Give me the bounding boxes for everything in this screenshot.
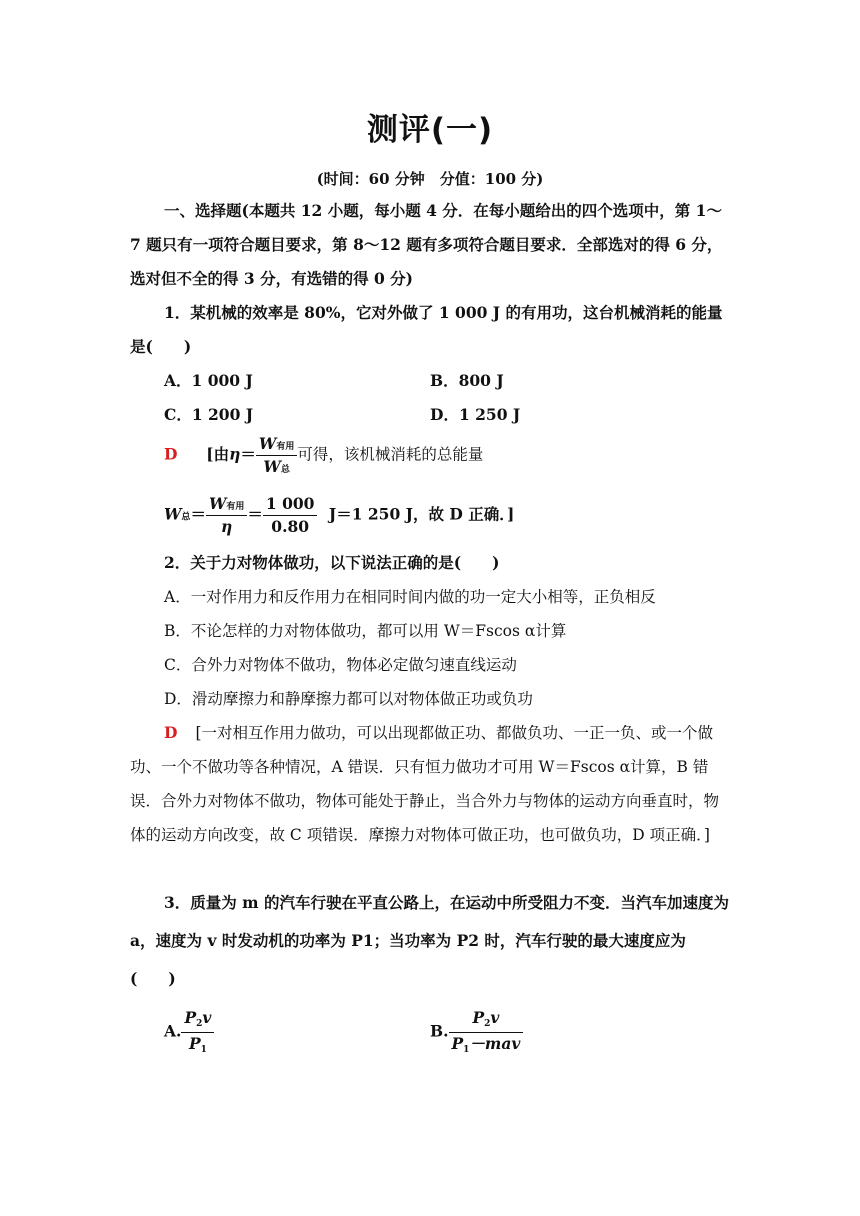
page-title: 测评(一) xyxy=(366,112,494,148)
q3-option-b-fraction: $\frac{P_2v}{P_1-mav}$ xyxy=(449,1010,524,1055)
q1-option-d: D．1 250 J xyxy=(430,405,521,424)
q1-option-a: A．1 000 J xyxy=(164,371,253,390)
q3-stem: 3．质量为 m 的汽车行驶在平直公路上，在运动中所受阻力不变．当汽车加速度为 a，速度为 v 时发动机的功率为 P1；当功率为 P2 时，汽车行驶的最大速度应为( ) xyxy=(130,893,729,988)
q3-option-a: A. $\frac{P_2v}{P_1}$ xyxy=(164,1010,214,1055)
numeric-fraction: $\frac{1 000}{0.80}$ xyxy=(263,496,318,534)
q1-explanation-line1: D [由η＝ $\frac{\text{W有用}}{\text{W总}}$ 可得，该机械消耗的总能量 xyxy=(164,434,484,476)
q1-option-c: C．1 200 J xyxy=(164,405,254,424)
efficiency-fraction: $\frac{\text{W有用}}{\text{W总}}$ xyxy=(256,436,297,475)
q2-option-d: D．滑动摩擦力和静摩擦力都可以对物体做正功或负功 xyxy=(164,690,533,708)
section-header: 一、选择题(本题共 12 小题，每小题 4 分．在每小题给出的四个选项中，第 1～7 题只有一项符合题目要求，第 8～12 题有多项符合题目要求．全部选对的得 6 分，选对但不全的得 3 分，有选错的得 0 分) xyxy=(130,201,723,288)
q2-option-b: B．不论怎样的力对物体做功，都可以用 W＝Fscos α计算 xyxy=(164,622,567,640)
q2-answer-letter: D xyxy=(164,723,178,742)
q2-option-c: C．合外力对物体不做功，物体必定做匀速直线运动 xyxy=(164,656,517,674)
q2-stem: 2．关于力对物体做功，以下说法正确的是( ) xyxy=(164,553,500,572)
energy-fraction: $\frac{\text{W有用}}{\eta}$ xyxy=(206,496,247,535)
q1-option-b: B．800 J xyxy=(430,371,504,390)
q1-stem: 1．某机械的效率是 80%，它对外做了 1 000 J 的有用功，这台机械消耗的能量是( ) xyxy=(130,303,723,356)
q3-option-b: B. $\frac{P_2v}{P_1-mav}$ xyxy=(430,1010,523,1055)
q3-option-a-fraction: $\frac{P_2v}{P_1}$ xyxy=(181,1010,214,1055)
exam-info: (时间：60 分钟 分值：100 分) xyxy=(316,170,544,188)
q1-explanation-line2: W总＝ $\frac{\text{W有用}}{\eta}$ ＝ $\frac{1 000}{0.80}$ J＝1 250 J，故 D 正确．] xyxy=(164,494,515,536)
q1-answer-letter: D xyxy=(164,444,178,464)
q2-explanation: D [一对相互作用力做功，可以出现都做正功、都做负功、一正一负、或一个做功、一个不做功等各种情况，A 错误．只有恒力做功才可用 W＝Fscos α计算，B 错误．合外力对物体不做功，物体可能处于静止，当合外力与物体的运动方向垂直时，物体的运动方向改变，故 C 项错误．摩擦力对物体可做正功，也可做负功，D 项正确．] xyxy=(130,723,720,844)
q2-option-a: A．一对作用力和反作用力在相同时间内做的功一定大小相等，正负相反 xyxy=(164,588,656,606)
